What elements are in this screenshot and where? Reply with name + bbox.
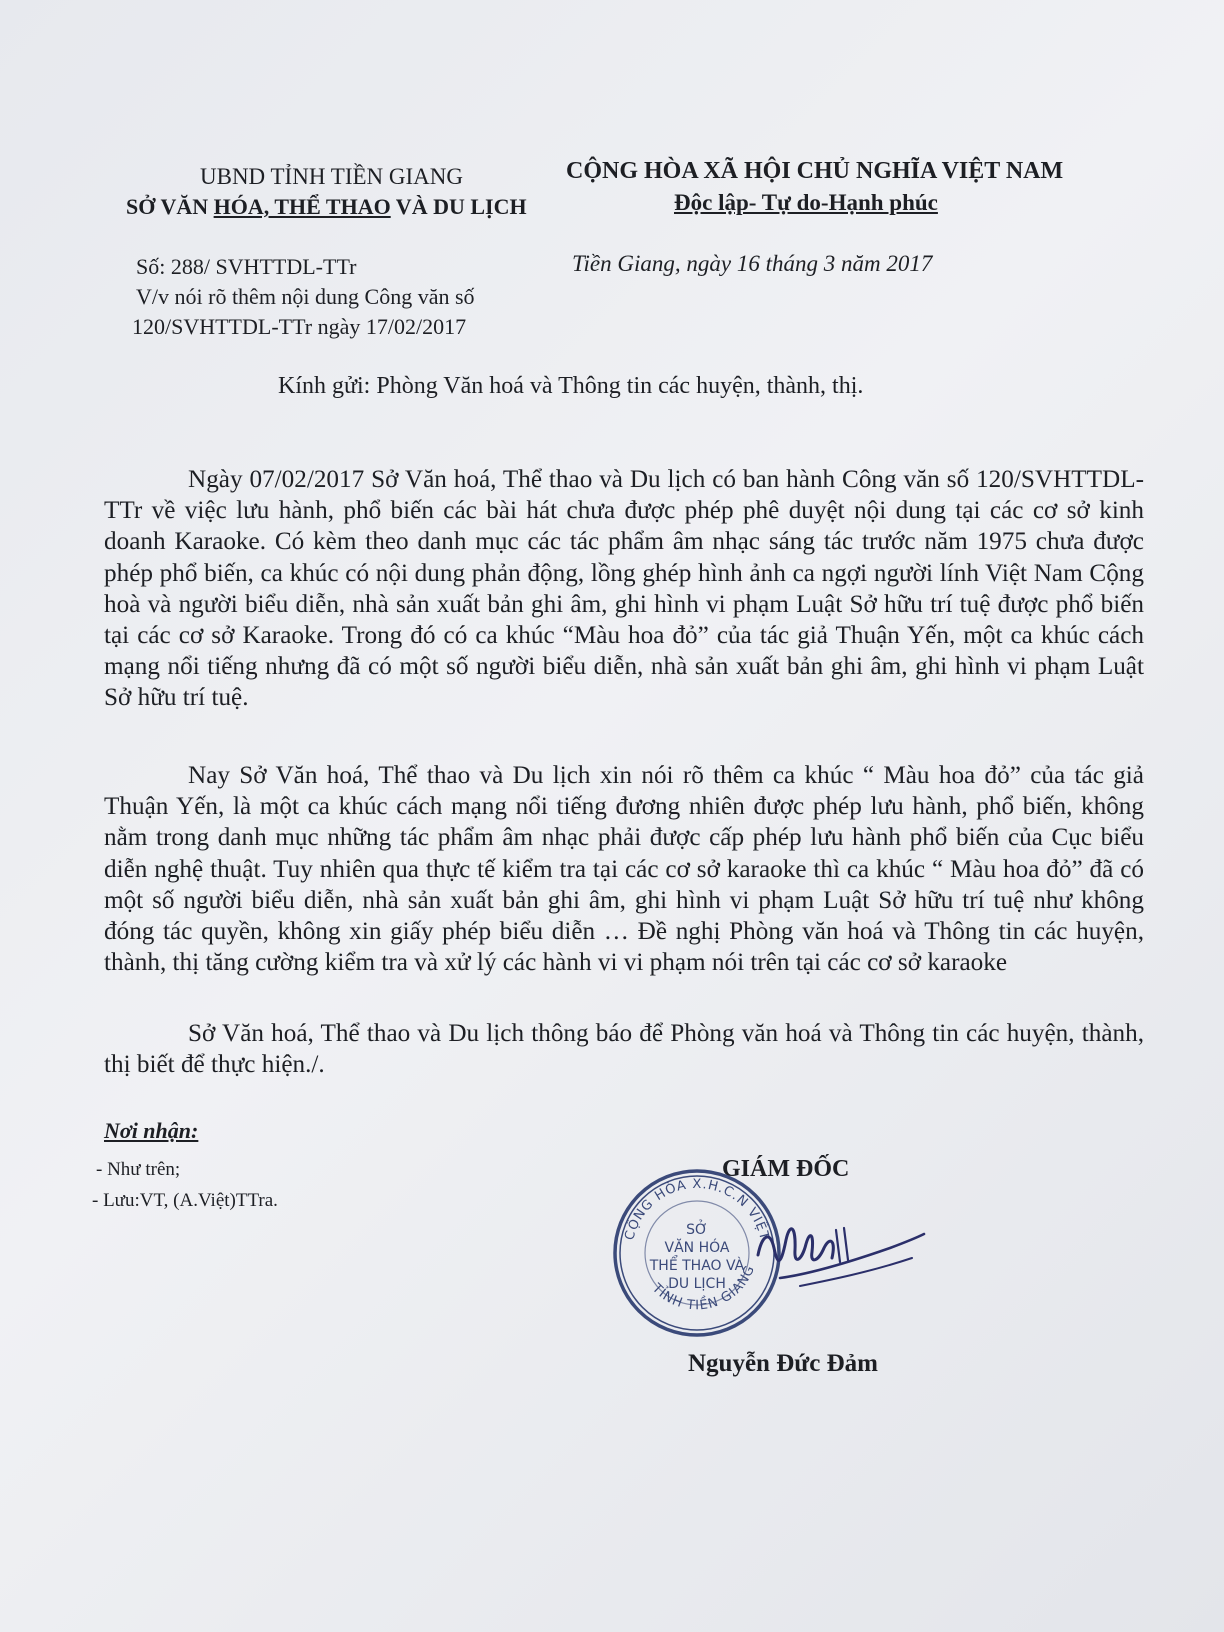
issuer-authority: UBND TỈNH TIỀN GIANG [200, 164, 463, 189]
handwritten-signature [740, 1200, 930, 1310]
body-paragraph-1 [104, 464, 1144, 714]
recipient-item: - Lưu:VT, (A.Việt)TTra. [92, 1190, 278, 1211]
national-motto: Độc lập- Tự do-Hạnh phúc [674, 190, 938, 215]
greeting: Kính gửi: Phòng Văn hoá và Thông tin các huyện, thành, thị. [278, 373, 864, 399]
body-paragraph-3 [104, 1018, 1144, 1080]
issuer-department-part-3: VÀ DU LỊCH [390, 194, 527, 219]
signer-title: GIÁM ĐỐC [722, 1156, 850, 1182]
issuer-department-part-1: SỞ VĂN [126, 194, 214, 219]
national-title: CỘNG HÒA XÃ HỘI CHỦ NGHĨA VIỆT NAM [566, 158, 1064, 184]
issuer-department [126, 194, 527, 220]
signer-name: Nguyễn Đức Đảm [688, 1350, 878, 1377]
stamp-center-line: DU LỊCH [668, 1276, 726, 1292]
document-number: Số: 288/ SVHTTDL-TTr [136, 254, 357, 279]
stamp-outer-bottom: TỈNH TIỀN GIANG [648, 1263, 759, 1314]
body-paragraph-2 [104, 760, 1144, 978]
issuer-department-part-2: HÓA, THỂ THAO [213, 194, 391, 219]
stamp-center-line: SỞ [686, 1222, 708, 1238]
paragraph-text: Nay Sở Văn hoá, Thể thao và Du lịch xin nói rõ thêm ca khúc “ Màu hoa đỏ” của tác giả Thuận Yến, là một ca khúc cách mạng nổi tiếng đương nhiên được phép lưu hành, phổ biến, không nằm trong danh mục những tác phẩm âm nhạc phải được cấp phép lưu hành phổ biến của Cục biểu diễn nghệ thuật. Tuy nhiên qua thực tế kiểm tra tại các cơ sở karaoke thì ca khúc “ Màu hoa đỏ” đã có một số người biểu diễn, nhà sản xuất bản ghi âm, ghi hình vi phạm Luật Sở hữu trí tuệ như không đóng tác quyền, không xin giấy phép biểu diễn … Đề nghị Phòng văn hoá và Thông tin các huyện, thành, thị tăng cường kiểm tra và xử lý các hành vi vi phạm nói trên tại các cơ sở karaoke [104, 762, 1144, 977]
stamp-center-line: THỂ THAO VÀ [649, 1258, 745, 1274]
paragraph-text: Sở Văn hoá, Thể thao và Du lịch thông báo để Phòng văn hoá và Thông tin các huyện, thành, thị biết để thực hiện./. [104, 1020, 1144, 1079]
recipient-item: - Như trên; [96, 1159, 181, 1180]
subject-line-2: 120/SVHTTDL-TTr ngày 17/02/2017 [132, 314, 467, 339]
place-date: Tiền Giang, ngày 16 tháng 3 năm 2017 [572, 251, 933, 276]
stamp-center-line: VĂN HÓA [664, 1240, 730, 1256]
recipients-label: Nơi nhận: [104, 1118, 199, 1143]
stamp-outer-top: CỘNG HÒA X.H.C.N VIỆT [622, 1176, 772, 1243]
subject-line-1: V/v nói rõ thêm nội dung Công văn số [136, 284, 475, 309]
paragraph-text: Ngày 07/02/2017 Sở Văn hoá, Thể thao và Du lịch có ban hành Công văn số 120/SVHTTDL-TTr về việc lưu hành, phổ biến các bài hát chưa được phép phê duyệt nội dung tại các cơ sở kinh doanh Karaoke. Có kèm theo danh mục các tác phẩm âm nhạc sáng tác trước năm 1975 chưa được phép phổ biến, ca khúc có nội dung phản động, lồng ghép hình ảnh ca ngợi người lính Việt Nam Cộng hoà và người biểu diễn, nhà sản xuất bản ghi âm, ghi hình vi phạm Luật Sở hữu trí tuệ được phổ biến tại các cơ sở Karaoke. Trong đó có ca khúc “Màu hoa đỏ” của tác giả Thuận Yến, một ca khúc cách mạng nổi tiếng nhưng đã có một số người biểu diễn, nhà sản xuất bản ghi âm, ghi hình vi phạm Luật Sở hữu trí tuệ. [104, 466, 1144, 712]
